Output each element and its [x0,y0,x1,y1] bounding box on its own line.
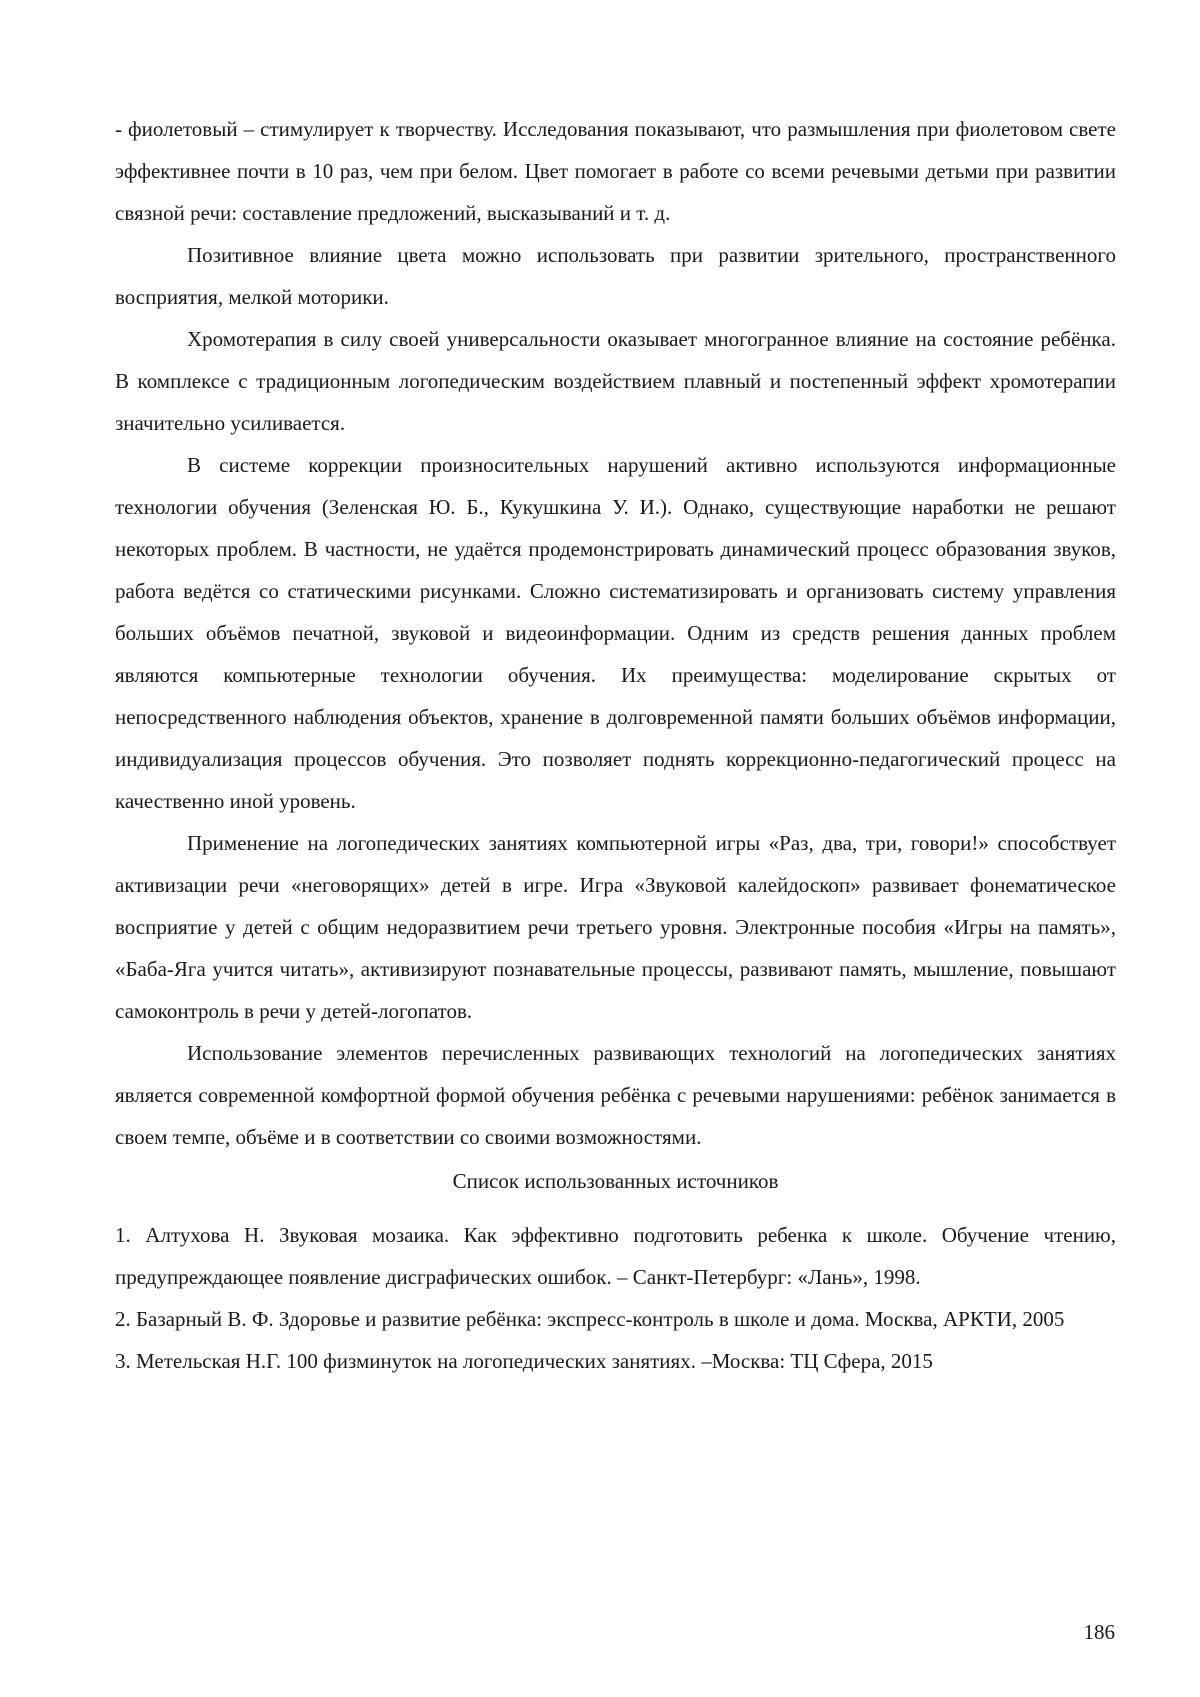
paragraph-information-technologies: В системе коррекции произносительных нарушений активно используются информационные технологии обучения (Зеленская Ю. Б., Кукушкина У. И.). Однако, существующие наработки не решают некоторых проблем. В частности, не удаётся продемонстрировать динамический процесс образования звуков, работа ведётся со статическими рисунками. Сложно систематизировать и организовать систему управления больших объёмов печатной, звуковой и видеоинформации. Одним из средств решения данных проблем являются компьютерные технологии обучения. Их преимущества: моделирование скрытых от непосредственного наблюдения объектов, хранение в долговременной памяти больших объёмов информации, индивидуализация процессов обучения. Это позволяет поднять коррекционно-педагогический процесс на качественно иной уровень. [115,453,1116,813]
references-list [115,1214,1116,1382]
reference-item: 1. Алтухова Н. Звуковая мозаика. Как эффективно подготовить ребенка к школе. Обучение чтению, предупреждающее появление дисграфических ошибок. – Санкт-Петербург: «Лань», 1998. [115,1223,1116,1289]
paragraph-conclusion: Использование элементов перечисленных развивающих технологий на логопедических занятиях является современной комфортной формой обучения ребёнка с речевыми нарушениями: ребёнок занимается в своем темпе, объёме и в соответствии со своими возможностями. [115,1041,1116,1149]
reference-item: 2. Базарный В. Ф. Здоровье и развитие ребёнка: экспресс-контроль в школе и дома. Москва, АРКТИ, 2005 [115,1307,1065,1331]
paragraph-chromotherapy: Хромотерапия в силу своей универсальности оказывает многогранное влияние на состояние ребёнка. В комплексе с традиционным логопедическим воздействием плавный и постепенный эффект хромотерапии значительно усиливается. [115,327,1116,435]
references-heading: Список использованных источников [452,1169,779,1193]
reference-item: 3. Метельская Н.Г. 100 физминуток на логопедических занятиях. –Москва: ТЦ Сфера, 2015 [115,1349,933,1373]
paragraph-computer-games: Применение на логопедических занятиях компьютерной игры «Раз, два, три, говори!» способствует активизации речи «неговорящих» детей в игре. Игра «Звуковой калейдоскоп» развивает фонематическое восприятие у детей с общим недоразвитием речи третьего уровня. Электронные пособия «Игры на память», «Баба-Яга учится читать», активизируют познавательные процессы, развивают память, мышление, повышают самоконтроль в речи у детей-логопатов. [115,831,1116,1023]
paragraph-violet-color: - фиолетовый – стимулирует к творчеству. Исследования показывают, что размышления при фиолетовом свете эффективнее почти в 10 раз, чем при белом. Цвет помогает в работе со всеми речевыми детьми при развитии связной речи: составление предложений, высказываний и т. д. [115,117,1116,225]
paragraph-positive-influence: Позитивное влияние цвета можно использовать при развитии зрительного, пространственного восприятия, мелкой моторики. [115,243,1116,309]
document-page [115,108,1116,1382]
page-number: 186 [1083,1620,1115,1644]
